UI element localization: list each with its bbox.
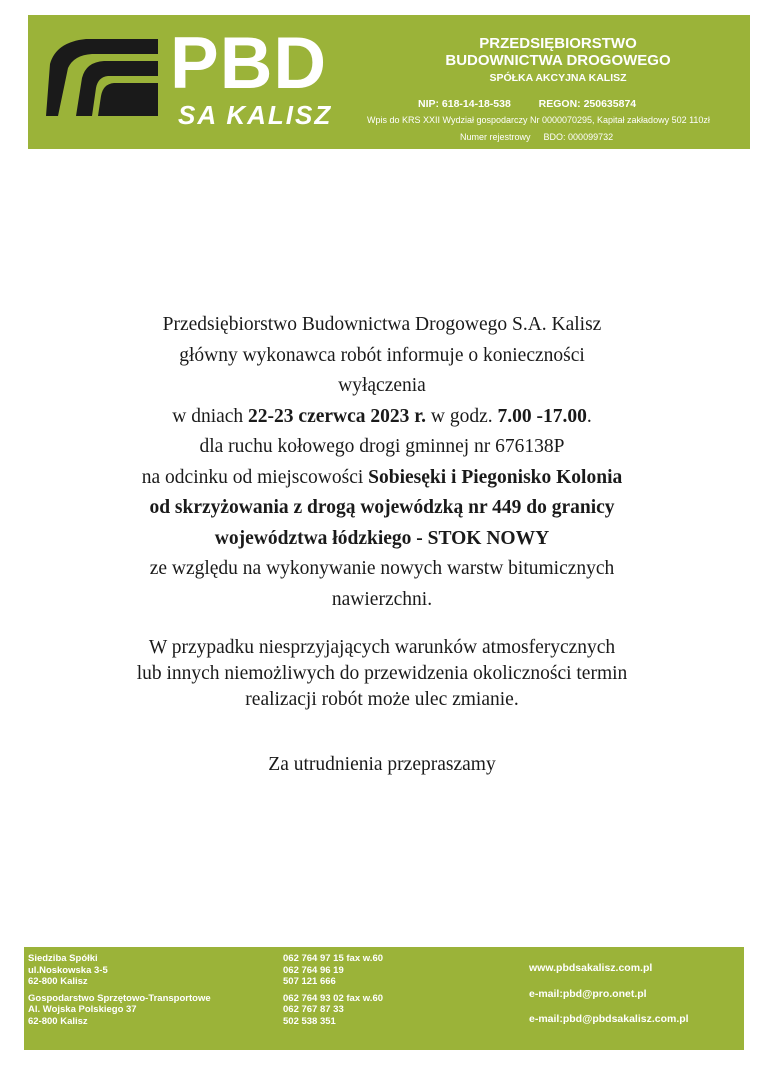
company-line-2: BUDOWNICTWA DROGOWEGO bbox=[445, 52, 671, 69]
footer-phone-line: 507 121 666 bbox=[283, 976, 336, 987]
notice-line: Przedsiębiorstwo Budownictwa Drogowego S.A. Kalisz bbox=[162, 314, 602, 335]
road-logo-icon bbox=[46, 34, 162, 116]
footer-phone-line: 062 764 93 02 fax w.60 bbox=[283, 992, 384, 1004]
notice-location-line bbox=[40, 463, 724, 494]
footer-phone-line: 062 767 87 33 bbox=[283, 1004, 344, 1015]
website-link[interactable]: www.pbdsakalisz.com.pl bbox=[529, 962, 653, 974]
letterhead-footer bbox=[24, 947, 744, 1050]
letterhead-header bbox=[28, 15, 750, 149]
regon-text: REGON: 250635874 bbox=[538, 98, 637, 110]
krs-text: Wpis do KRS XXII Wydział gospodarczy Nr 0000070295, Kapitał zakładowy 502 110zł bbox=[367, 115, 710, 125]
closing-apology: Za utrudnienia przepraszamy bbox=[268, 754, 496, 775]
company-name-block bbox=[378, 35, 738, 86]
footer-address-line: Al. Wojska Polskiego 37 bbox=[28, 1004, 137, 1015]
date-range: 22-23 czerwca 2023 r. bbox=[248, 405, 427, 427]
text-fragment: . bbox=[586, 405, 592, 427]
notice-line-bold bbox=[40, 524, 724, 555]
text-fragment: na odcinku od miejscowości bbox=[141, 466, 369, 488]
nip-text: NIP: 618-14-18-538 bbox=[418, 98, 511, 110]
section-description: od skrzyżowania z drogą wojewódzką nr 449 do granicy bbox=[149, 497, 615, 518]
footer-phone-line: 062 764 96 19 bbox=[283, 964, 344, 976]
text-fragment: w dniach bbox=[172, 405, 249, 427]
footer-phone-line: 062 764 97 15 fax w.60 bbox=[283, 953, 384, 964]
footer-address-line: ul.Noskowska 3-5 bbox=[28, 964, 108, 976]
footer-contacts bbox=[529, 963, 689, 1040]
notice-line: wyłączenia bbox=[338, 375, 426, 396]
footer-address-line: Gospodarstwo Sprzętowo-Transportowe bbox=[28, 992, 211, 1004]
logo-pbd-text: PBD bbox=[170, 23, 328, 104]
notice-line: nawierzchni. bbox=[331, 588, 433, 610]
notice-caveat-line: W przypadku niesprzyjających warunków atmosferycznych bbox=[148, 637, 616, 658]
email-link[interactable]: e-mail:pbd@pro.onet.pl bbox=[529, 987, 647, 1000]
company-line-1: PRZEDSIĘBIORSTWO bbox=[479, 35, 637, 52]
notice-line-bold bbox=[40, 493, 724, 524]
notice-caveat-line: lub innych niemożliwych do przewidzenia okoliczności termin bbox=[136, 663, 628, 684]
footer-phones bbox=[283, 953, 383, 1027]
company-line-3: SPÓŁKA AKCYJNA KALISZ bbox=[489, 72, 627, 84]
notice-line: główny wykonawca robót informuje o konieczności bbox=[179, 344, 585, 366]
locality-names: Sobiesęki i Piegonisko Kolonia bbox=[368, 466, 623, 488]
notice-dates-line bbox=[40, 402, 724, 433]
footer-address-line: 62-800 Kalisz bbox=[28, 1015, 88, 1027]
footer-addresses bbox=[28, 953, 211, 1027]
time-range: 7.00 -17.00 bbox=[497, 405, 587, 427]
notice-body bbox=[40, 310, 724, 781]
registry-line bbox=[460, 131, 613, 143]
logo-sa-kalisz-text: SA KALISZ bbox=[178, 100, 333, 130]
section-end: województwa łódzkiego - STOK NOWY bbox=[214, 527, 550, 549]
bdo-text: BDO: 000099732 bbox=[543, 132, 614, 142]
company-ids bbox=[418, 97, 636, 111]
notice-line: dla ruchu kołowego drogi gminnej nr 676138P bbox=[199, 436, 565, 457]
footer-address-line: 62-800 Kalisz bbox=[28, 976, 88, 987]
email-link[interactable]: e-mail:pbd@pbdsakalisz.com.pl bbox=[529, 1013, 689, 1025]
notice-line: ze względu na wykonywanie nowych warstw bitumicznych bbox=[149, 558, 615, 579]
notice-caveat-line: realizacji robót może ulec zmianie. bbox=[245, 689, 519, 710]
footer-address-line: Siedziba Spółki bbox=[28, 953, 98, 964]
registry-label: Numer rejestrowy bbox=[460, 132, 531, 142]
text-fragment: w godz. bbox=[426, 405, 498, 427]
footer-phone-line: 502 538 351 bbox=[283, 1015, 336, 1027]
